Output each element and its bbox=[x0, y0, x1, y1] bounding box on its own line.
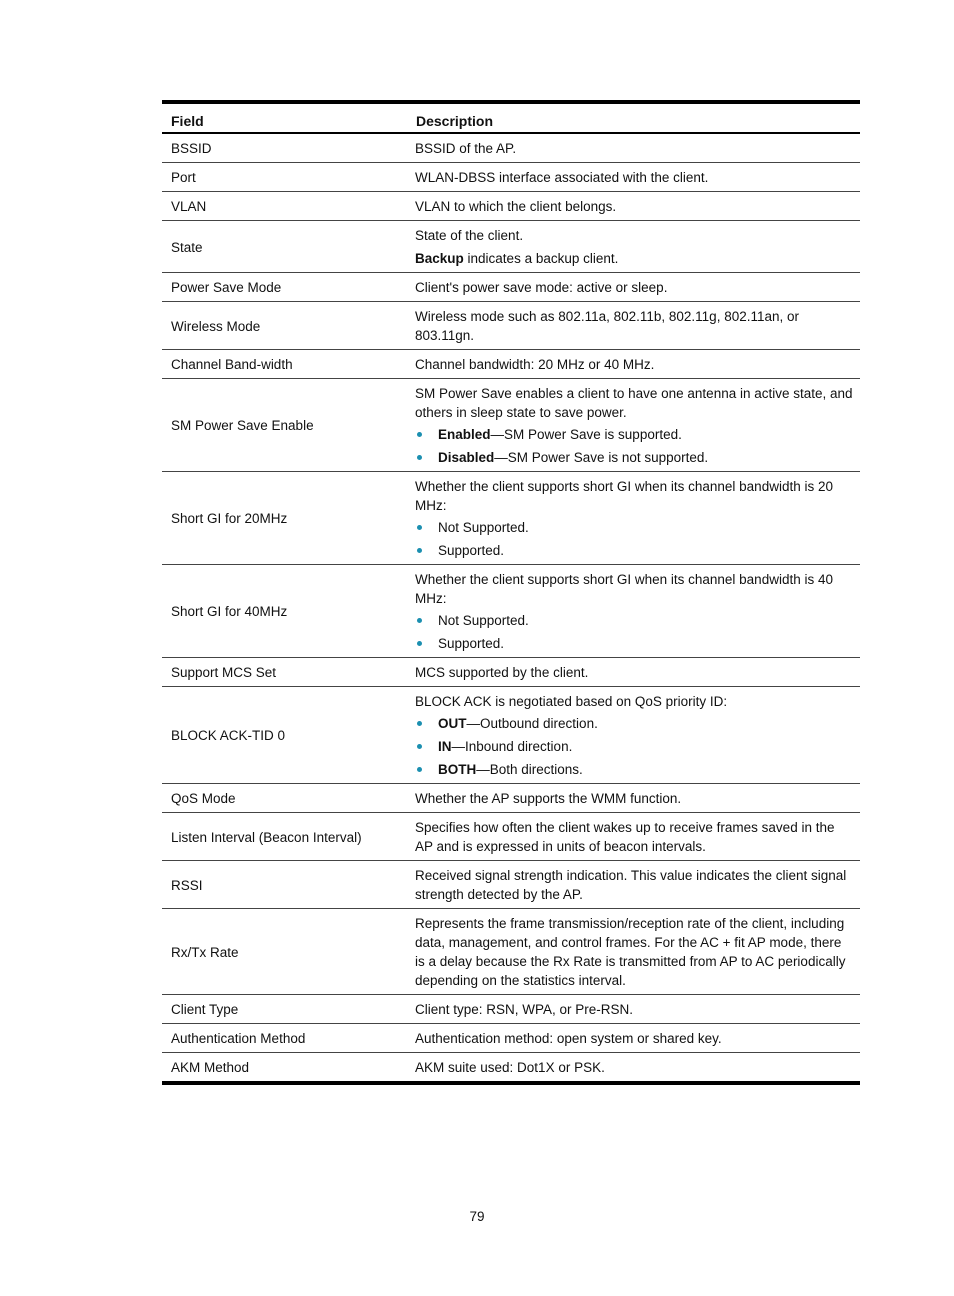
description-line bbox=[415, 866, 854, 904]
page-number: 79 bbox=[469, 1209, 485, 1224]
table-body bbox=[162, 133, 860, 1083]
field-name-cell: Port bbox=[162, 163, 407, 192]
text-run: —Outbound direction. bbox=[466, 716, 598, 731]
field-name-cell: BLOCK ACK-TID 0 bbox=[162, 687, 407, 784]
table-row bbox=[162, 302, 860, 350]
description-line bbox=[415, 914, 854, 990]
description-line bbox=[415, 1000, 854, 1019]
table-row bbox=[162, 909, 860, 995]
bullet-dot-icon bbox=[417, 744, 422, 749]
text-run: Not Supported. bbox=[438, 520, 529, 535]
bold-term: Enabled bbox=[438, 427, 491, 442]
table-row bbox=[162, 813, 860, 861]
bullet-item bbox=[415, 611, 854, 630]
table-row bbox=[162, 350, 860, 379]
field-name-cell: Short GI for 40MHz bbox=[162, 565, 407, 658]
description-line bbox=[415, 139, 854, 158]
table-row bbox=[162, 995, 860, 1024]
field-name-cell: RSSI bbox=[162, 861, 407, 909]
bullet-dot-icon bbox=[417, 767, 422, 772]
table-row bbox=[162, 687, 860, 784]
field-name-cell: Client Type bbox=[162, 995, 407, 1024]
text-run: Supported. bbox=[438, 543, 505, 558]
field-name-cell: Short GI for 20MHz bbox=[162, 472, 407, 565]
description-cell bbox=[407, 192, 860, 221]
description-line bbox=[415, 384, 854, 422]
text-run: AKM suite used: Dot1X or PSK. bbox=[415, 1060, 605, 1075]
text-run: State of the client. bbox=[415, 228, 524, 243]
table-row bbox=[162, 1024, 860, 1053]
bullet-dot-icon bbox=[417, 641, 422, 646]
bullet-item bbox=[415, 737, 854, 756]
table-row bbox=[162, 565, 860, 658]
text-run: Wireless mode such as 802.11a, 802.11b, 802.11g, 802.11an, or 803.11gn. bbox=[415, 309, 800, 343]
description-cell bbox=[407, 658, 860, 687]
description-line bbox=[415, 226, 854, 245]
text-run: Received signal strength indication. This value indicates the client signal strength detected by the AP. bbox=[415, 868, 847, 902]
bullet-list bbox=[415, 518, 854, 560]
bullet-item bbox=[415, 714, 854, 733]
description-line bbox=[415, 1058, 854, 1077]
table-row bbox=[162, 784, 860, 813]
description-cell bbox=[407, 861, 860, 909]
description-cell bbox=[407, 687, 860, 784]
bold-term: BOTH bbox=[438, 762, 477, 777]
text-run: —SM Power Save is supported. bbox=[490, 427, 682, 442]
text-run: Whether the AP supports the WMM function. bbox=[415, 791, 682, 806]
text-run: Represents the frame transmission/reception rate of the client, including data, management, and control frames. For the AC + fit AP mode, there is a delay because the Rx Rate is transmitted from AP to AC periodically depending on the statistics interval. bbox=[415, 916, 846, 988]
text-run: Not Supported. bbox=[438, 613, 529, 628]
description-line bbox=[415, 692, 854, 711]
text-run: Client type: RSN, WPA, or Pre-RSN. bbox=[415, 1002, 634, 1017]
bold-term: IN bbox=[438, 739, 452, 754]
bullet-item bbox=[415, 518, 854, 537]
text-run: Channel bandwidth: 20 MHz or 40 MHz. bbox=[415, 357, 655, 372]
description-cell bbox=[407, 133, 860, 163]
bullet-item bbox=[415, 760, 854, 779]
description-line bbox=[415, 307, 854, 345]
field-name-cell: SM Power Save Enable bbox=[162, 379, 407, 472]
field-name-cell: Power Save Mode bbox=[162, 273, 407, 302]
text-run: BSSID of the AP. bbox=[415, 141, 517, 156]
description-line bbox=[415, 663, 854, 682]
text-run: WLAN-DBSS interface associated with the client. bbox=[415, 170, 709, 185]
text-run: Whether the client supports short GI when its channel bandwidth is 40 MHz: bbox=[415, 572, 833, 606]
description-cell bbox=[407, 379, 860, 472]
field-name-cell: Support MCS Set bbox=[162, 658, 407, 687]
field-name-cell: Channel Band-width bbox=[162, 350, 407, 379]
text-run: —Inbound direction. bbox=[451, 739, 573, 754]
table-header-row bbox=[162, 102, 860, 133]
description-line bbox=[415, 789, 854, 808]
text-run: Client's power save mode: active or sleep. bbox=[415, 280, 668, 295]
description-cell bbox=[407, 565, 860, 658]
field-name-cell: Rx/Tx Rate bbox=[162, 909, 407, 995]
text-run: Whether the client supports short GI when its channel bandwidth is 20 MHz: bbox=[415, 479, 833, 513]
bullet-dot-icon bbox=[417, 525, 422, 530]
field-name-cell: State bbox=[162, 221, 407, 273]
description-line bbox=[415, 168, 854, 187]
description-cell bbox=[407, 472, 860, 565]
description-cell bbox=[407, 909, 860, 995]
bold-term: Backup bbox=[415, 251, 464, 266]
bold-term: OUT bbox=[438, 716, 467, 731]
table-row bbox=[162, 192, 860, 221]
field-name-cell: Authentication Method bbox=[162, 1024, 407, 1053]
bullet-dot-icon bbox=[417, 618, 422, 623]
description-cell bbox=[407, 813, 860, 861]
description-cell bbox=[407, 163, 860, 192]
text-run: —SM Power Save is not supported. bbox=[494, 450, 709, 465]
bullet-list bbox=[415, 611, 854, 653]
description-cell bbox=[407, 350, 860, 379]
description-cell bbox=[407, 995, 860, 1024]
field-name-cell: QoS Mode bbox=[162, 784, 407, 813]
field-name-cell: BSSID bbox=[162, 133, 407, 163]
text-run: indicates a backup client. bbox=[463, 251, 619, 266]
field-name-cell: VLAN bbox=[162, 192, 407, 221]
table-row bbox=[162, 472, 860, 565]
bullet-dot-icon bbox=[417, 721, 422, 726]
bullet-list bbox=[415, 714, 854, 779]
bullet-item bbox=[415, 448, 854, 467]
text-run: Specifies how often the client wakes up to receive frames saved in the AP and is expressed in units of beacon intervals. bbox=[415, 820, 835, 854]
text-run: BLOCK ACK is negotiated based on QoS priority ID: bbox=[415, 694, 728, 709]
text-run: MCS supported by the client. bbox=[415, 665, 589, 680]
description-cell bbox=[407, 221, 860, 273]
table-row bbox=[162, 163, 860, 192]
description-line bbox=[415, 278, 854, 297]
description-line bbox=[415, 249, 854, 268]
bullet-item bbox=[415, 634, 854, 653]
description-line bbox=[415, 1029, 854, 1048]
bullet-list bbox=[415, 425, 854, 467]
description-line bbox=[415, 197, 854, 216]
text-run: VLAN to which the client belongs. bbox=[415, 199, 617, 214]
bullet-item bbox=[415, 541, 854, 560]
description-line bbox=[415, 355, 854, 374]
table-row bbox=[162, 273, 860, 302]
description-cell bbox=[407, 784, 860, 813]
text-run: SM Power Save enables a client to have one antenna in active state, and others in sleep state to save power. bbox=[415, 386, 853, 420]
description-cell bbox=[407, 1024, 860, 1053]
bullet-item bbox=[415, 425, 854, 444]
description-line bbox=[415, 818, 854, 856]
description-line bbox=[415, 570, 854, 608]
description-cell bbox=[407, 1053, 860, 1084]
bold-term: Disabled bbox=[438, 450, 495, 465]
table-row bbox=[162, 861, 860, 909]
description-line bbox=[415, 477, 854, 515]
table-row bbox=[162, 221, 860, 273]
description-cell bbox=[407, 302, 860, 350]
description-cell bbox=[407, 273, 860, 302]
text-run: Authentication method: open system or shared key. bbox=[415, 1031, 722, 1046]
bullet-dot-icon bbox=[417, 548, 422, 553]
bullet-dot-icon bbox=[417, 432, 422, 437]
text-run: Supported. bbox=[438, 636, 505, 651]
table-row bbox=[162, 658, 860, 687]
table-row bbox=[162, 133, 860, 163]
field-name-cell: AKM Method bbox=[171, 1060, 250, 1075]
table-row bbox=[162, 1053, 860, 1084]
header-description: Description bbox=[407, 102, 860, 133]
table-row bbox=[162, 379, 860, 472]
bullet-dot-icon bbox=[417, 455, 422, 460]
text-run: —Both directions. bbox=[476, 762, 583, 777]
header-field: Field bbox=[162, 102, 407, 133]
field-description-table bbox=[162, 100, 860, 1085]
field-name-cell: Wireless Mode bbox=[162, 302, 407, 350]
field-name-cell: Listen Interval (Beacon Interval) bbox=[162, 813, 407, 861]
